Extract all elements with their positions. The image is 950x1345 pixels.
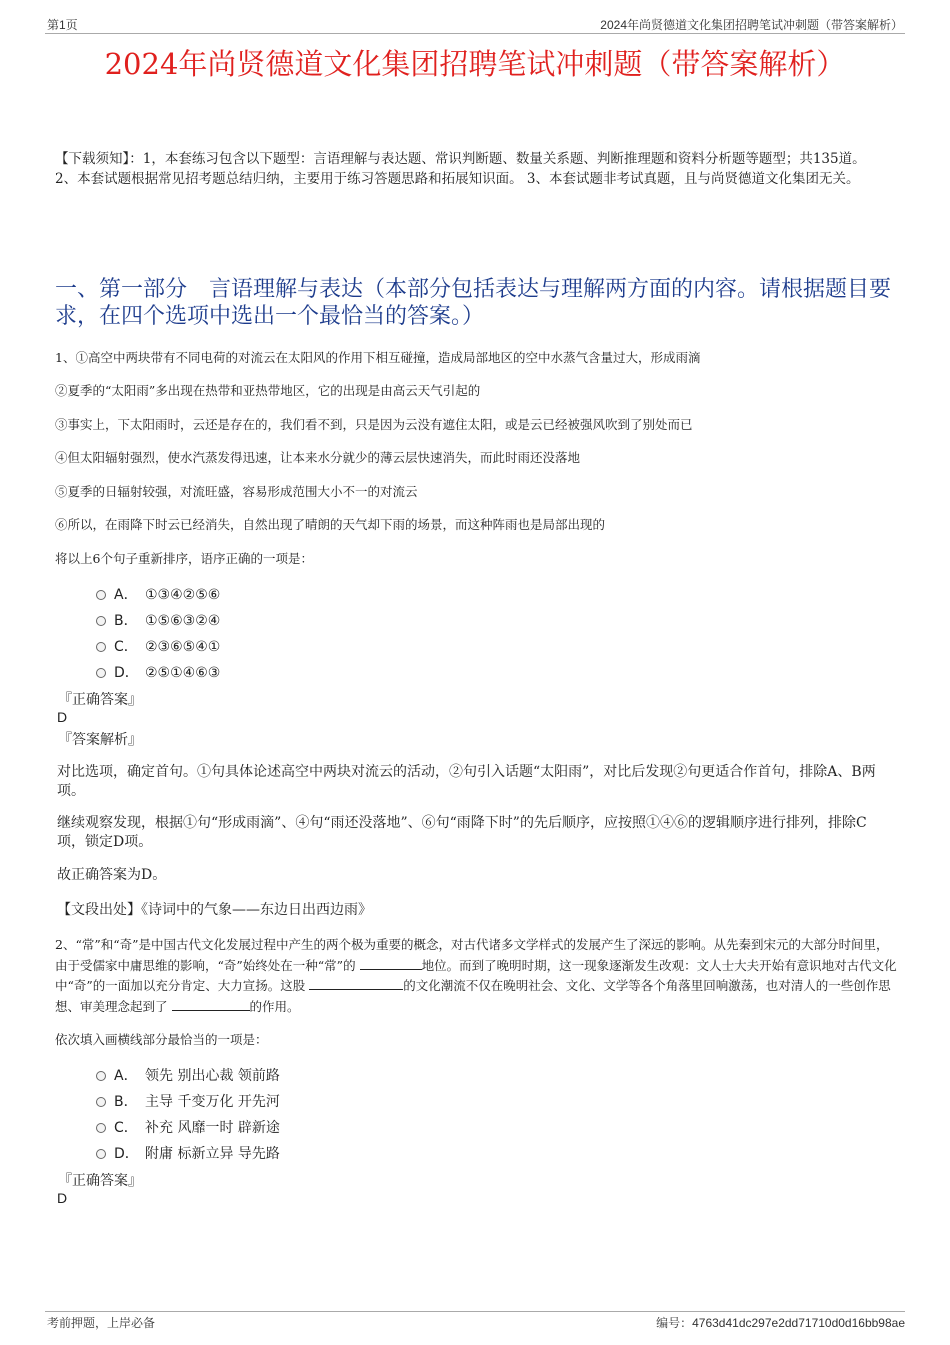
document-title: 2024年尚贤德道文化集团招聘笔试冲刺题（带答案解析） (104, 47, 846, 81)
blank-1 (360, 957, 422, 970)
q1-line: ③事实上，下太阳雨时，云还是存在的，我们看不到，只是因为云没有遮住太阳，或是云已经被强风吹到了别处而已 (55, 417, 693, 432)
q2-option-c[interactable]: C． 补充 风靡一时 辟新途 (96, 1117, 280, 1137)
q1-line: ⑥所以，在雨降下时云已经消失，自然出现了晴朗的天气却下雨的场景，而这种阵雨也是局部出现的 (55, 517, 606, 532)
q2-option-b[interactable]: B． 主导 千变万化 开先河 (96, 1091, 280, 1111)
q1-line: 1、①高空中两块带有不同电荷的对流云在太阳风的作用下相互碰撞，造成局部地区的空中水蒸气含量过大，形成雨滴 (55, 350, 701, 365)
page-number: 第1页 (47, 18, 78, 32)
radio-icon[interactable] (96, 668, 106, 678)
blank-2 (309, 977, 403, 990)
answer-label: 『正确答案』 (58, 692, 142, 708)
q2-option-d[interactable]: D． 附庸 标新立异 导先路 (96, 1143, 280, 1163)
q1-prompt: 将以上6个句子重新排序，语序正确的一项是： (55, 551, 313, 566)
radio-icon[interactable] (96, 1071, 106, 1081)
document-id: 编号：4763d41dc297e2dd71710d0d16bb98ae (656, 1316, 905, 1330)
radio-icon[interactable] (96, 1123, 106, 1133)
section-heading: 一、第一部分 言语理解与表达（本部分包括表达与理解两方面的内容。请根据题目要求，在四个选项中选出一个最恰当的答案。） (55, 277, 892, 329)
source-note: 【文段出处】《诗词中的气象——东边日出西边雨》 (57, 902, 372, 918)
analysis-label: 『答案解析』 (58, 732, 142, 748)
q1-option-a[interactable]: A． ①③④②⑤⑥ (96, 584, 220, 604)
download-notice: 【下载须知】：1，本套练习包含以下题型：言语理解与表达题、常识判断题、数量关系题、判断推理题和资料分析题等题型；共135道。 2、本套试题根据常见招考题总结归纳，主要用于练习答题思路和拓展知识面。 3、本套试题非考试真题，且与尚贤德道文化集团无关。 (55, 151, 866, 187)
answer-value: D (57, 1190, 68, 1206)
q1-option-c[interactable]: C． ②③⑥⑤④① (96, 636, 220, 656)
analysis-paragraph: 对比选项，确定首句。①句具体论述高空中两块对流云的活动，②句引入话题“太阳雨”，对比后发现②句更适合作首句，排除A、B两项。 (57, 764, 876, 799)
radio-icon[interactable] (96, 1149, 106, 1159)
answer-label: 『正确答案』 (58, 1173, 142, 1189)
footer-divider (45, 1311, 905, 1312)
blank-3 (172, 998, 250, 1011)
footer-slogan: 考前押题，上岸必备 (47, 1316, 156, 1330)
answer-value: D (57, 709, 68, 725)
q2-stem: 2、“常”和“奇”是中国古代文化发展过程中产生的两个极为重要的概念，对古代诸多文学样式的发展产生了深远的影响。从先秦到宋元的大部分时间里，由于受儒家中庸思维的影响，“奇”始终处在一种“常”的 地位。而到了晚明时期，这一现象逐渐发生改观：文人士大夫开始有意识地对古代文化中“奇”的一面加以充分肯定、大力宣扬。这股 的文化潮流不仅在晚明社会、文化、文学等各个角落里回响激荡，也对清人的一些创作思想、审美理念起到了 的作用。 (55, 937, 897, 1014)
radio-icon[interactable] (96, 616, 106, 626)
header-doc-title: 2024年尚贤德道文化集团招聘笔试冲刺题（带答案解析） (600, 18, 903, 32)
q2-prompt: 依次填入画横线部分最恰当的一项是： (55, 1032, 268, 1047)
radio-icon[interactable] (96, 1097, 106, 1107)
header-divider (45, 33, 905, 34)
q1-option-b[interactable]: B． ①⑤⑥③②④ (96, 610, 220, 630)
analysis-paragraph: 故正确答案为D。 (57, 867, 167, 883)
q2-option-a[interactable]: A． 领先 别出心裁 领前路 (96, 1065, 280, 1085)
q1-line: ②夏季的“太阳雨”多出现在热带和亚热带地区，它的出现是由高云天气引起的 (55, 383, 481, 398)
q1-line: ④但太阳辐射强烈，使水汽蒸发得迅速，让本来水分就少的薄云层快速消失，而此时雨还没落地 (55, 450, 581, 465)
analysis-paragraph: 继续观察发现，根据①句“形成雨滴”、④句“雨还没落地”、⑥句“雨降下时”的先后顺序，应按照①④⑥的逻辑顺序进行排列，排除C项，锁定D项。 (57, 815, 867, 850)
radio-icon[interactable] (96, 642, 106, 652)
q1-line: ⑤夏季的日辐射较强，对流旺盛，容易形成范围大小不一的对流云 (55, 484, 418, 499)
q1-option-d[interactable]: D． ②⑤①④⑥③ (96, 662, 220, 682)
radio-icon[interactable] (96, 590, 106, 600)
